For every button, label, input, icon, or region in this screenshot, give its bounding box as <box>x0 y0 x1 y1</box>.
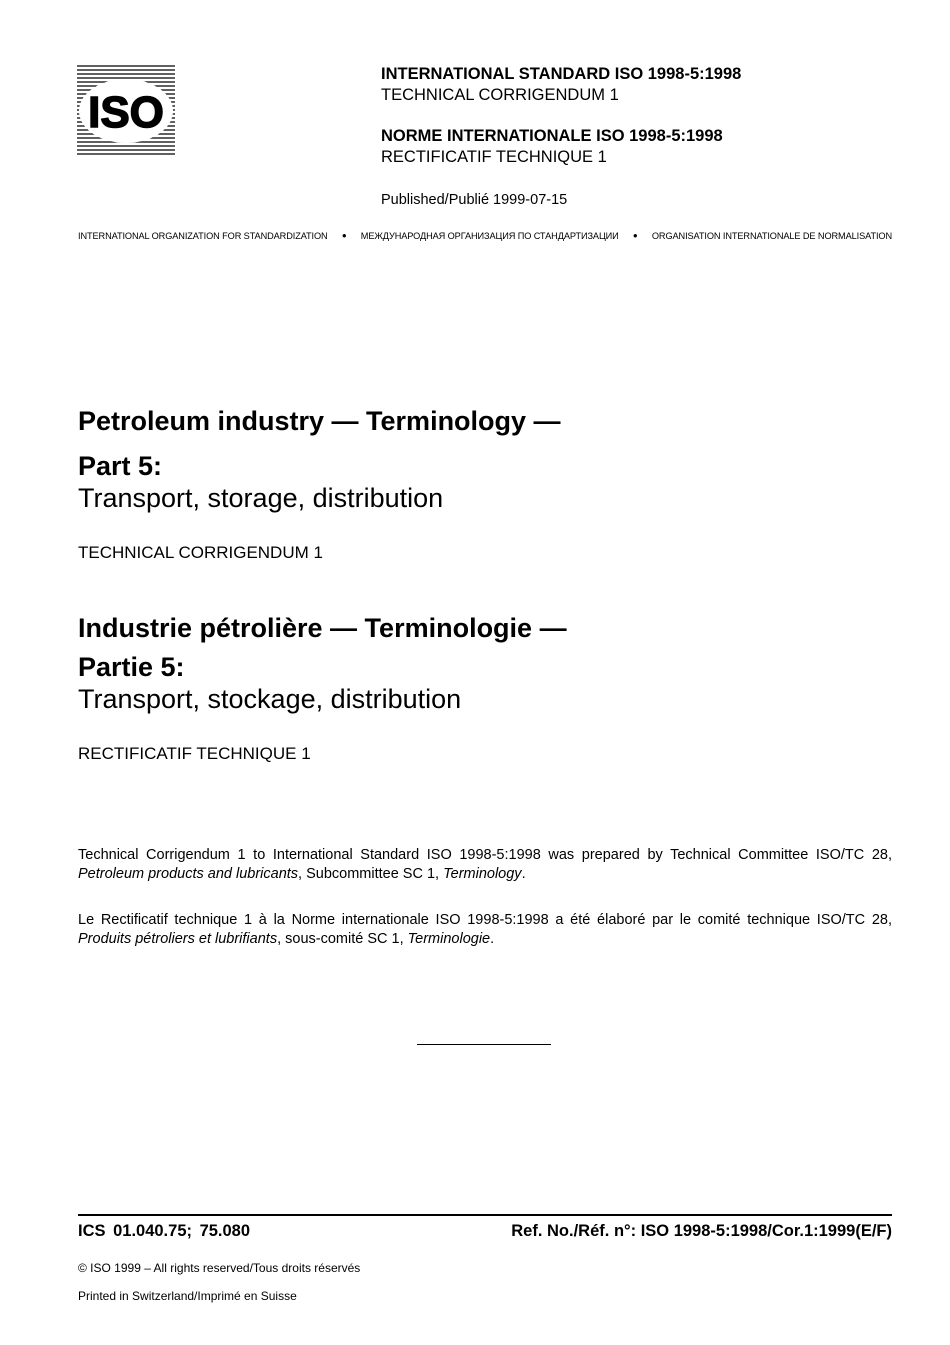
para-fr-text: , sous-comité SC 1, <box>277 931 408 947</box>
copyright-notice: © ISO 1999 – All rights reserved/Tous droits réservés <box>78 1261 361 1275</box>
english-corrigendum: TECHNICAL CORRIGENDUM 1 <box>78 543 323 562</box>
para-en-text: Technical Corrigendum 1 to International Standard ISO 1998-5:1998 was prepared by Technical Committee ISO/TC 28, <box>78 847 892 863</box>
header-en-subtitle: TECHNICAL CORRIGENDUM 1 <box>381 86 619 104</box>
bullet-separator: ● <box>632 231 638 240</box>
paragraph-french <box>78 911 892 949</box>
para-en-text: , Subcommittee SC 1, <box>298 866 444 882</box>
french-title: Industrie pétrolière — Terminologie — <box>78 613 567 643</box>
printed-notice: Printed in Switzerland/Imprimé en Suisse <box>78 1289 297 1303</box>
reference-number: Ref. No./Réf. n°: ISO 1998-5:1998/Cor.1:1999(E/F) <box>511 1222 892 1240</box>
ics-code: ICS 01.040.75; 75.080 <box>78 1222 251 1240</box>
para-en-subcommittee: Terminology <box>443 866 522 882</box>
paragraph-english <box>78 846 892 884</box>
org-name-en: INTERNATIONAL ORGANIZATION FOR STANDARDIZATION <box>78 231 328 241</box>
para-fr-text: Le Rectificatif technique 1 à la Norme internationale ISO 1998-5:1998 a été élaboré par le comité technique ISO/TC 28, <box>78 912 892 928</box>
header-en-title: INTERNATIONAL STANDARD ISO 1998-5:1998 <box>381 65 742 83</box>
organization-line <box>78 231 892 241</box>
iso-logo-text: ISO <box>88 88 164 137</box>
iso-logo <box>77 64 175 158</box>
para-fr-subcommittee: Terminologie <box>407 931 491 947</box>
org-name-ru: МЕЖДУНАРОДНАЯ ОРГАНИЗАЦИЯ ПО СТАНДАРТИЗАЦИИ <box>360 231 619 241</box>
footer-rule <box>78 1214 892 1216</box>
english-subtitle: Transport, storage, distribution <box>78 483 444 513</box>
para-fr-committee: Produits pétroliers et lubrifiants <box>78 931 278 947</box>
header-fr-subtitle: RECTIFICATIF TECHNIQUE 1 <box>381 148 607 166</box>
para-en-text: . <box>521 866 526 882</box>
header-fr <box>381 126 723 168</box>
bullet-separator: ● <box>341 231 347 240</box>
separator-line <box>417 1044 551 1045</box>
english-part: Part 5: <box>78 451 163 481</box>
header-fr-title: NORME INTERNATIONALE ISO 1998-5:1998 <box>381 127 723 145</box>
header-en <box>381 64 741 106</box>
french-part: Partie 5: <box>78 652 185 682</box>
french-subtitle: Transport, stockage, distribution <box>78 684 462 714</box>
para-en-committee: Petroleum products and lubricants <box>78 866 299 882</box>
published-date: Published/Publié 1999-07-15 <box>381 192 568 208</box>
para-fr-text: . <box>490 931 495 947</box>
english-title: Petroleum industry — Terminology — <box>78 406 561 436</box>
french-corrigendum: RECTIFICATIF TECHNIQUE 1 <box>78 744 311 763</box>
org-name-fr: ORGANISATION INTERNATIONALE DE NORMALISATION <box>651 231 892 241</box>
